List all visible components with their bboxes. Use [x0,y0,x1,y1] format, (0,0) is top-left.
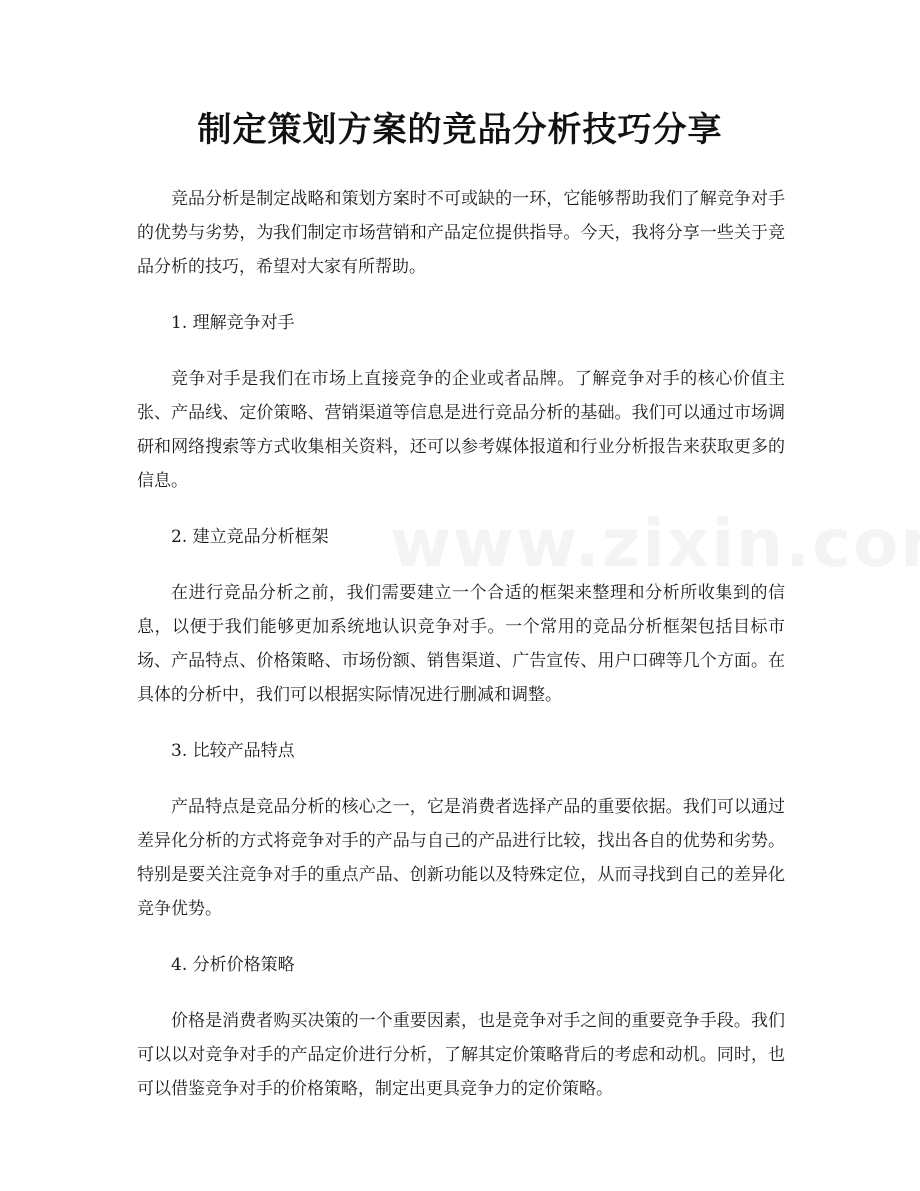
section-heading-2: 2. 建立竞品分析框架 [171,527,329,547]
section-body-1: 竞争对手是我们在市场上直接竞争的企业或者品牌。了解竞争对手的核心价值主张、产品线、定价策略、营销渠道等信息是进行竞品分析的基础。我们可以通过市场调研和网络搜索等方式收集相关资料，还可以参考媒体报道和行业分析报告来获取更多的信息。 [137,369,785,491]
section-heading-3: 3. 比较产品特点 [171,741,295,761]
document-title: 制定策划方案的竞品分析技巧分享 [197,110,723,150]
section-body-2: 在进行竞品分析之前，我们需要建立一个合适的框架来整理和分析所收集到的信息，以便于我们能够更加系统地认识竞争对手。一个常用的竞品分析框架包括目标市场、产品特点、价格策略、市场份额、销售渠道、广告宣传、用户口碑等几个方面。在具体的分析中，我们可以根据实际情况进行删减和调整。 [137,583,785,705]
section-body-3: 产品特点是竞品分析的核心之一，它是消费者选择产品的重要依据。我们可以通过差异化分析的方式将竞争对手的产品与自己的产品进行比较，找出各自的优势和劣势。特别是要关注竞争对手的重点产品、创新功能以及特殊定位，从而寻找到自己的差异化竞争优势。 [137,797,785,919]
document-body [137,182,785,1128]
section-body-4: 价格是消费者购买决策的一个重要因素，也是竞争对手之间的重要竞争手段。我们可以以对竞争对手的产品定价进行分析，了解其定价策略背后的考虑和动机。同时，也可以借鉴竞争对手的价格策略，制定出更具竞争力的定价策略。 [137,1011,785,1099]
section-heading-1: 1. 理解竞争对手 [171,313,295,333]
intro-paragraph: 竞品分析是制定战略和策划方案时不可或缺的一环，它能够帮助我们了解竞争对手的优势与劣势，为我们制定市场营销和产品定位提供指导。今天，我将分享一些关于竞品分析的技巧，希望对大家有所帮助。 [137,189,785,277]
section-heading-4: 4. 分析价格策略 [171,955,295,975]
